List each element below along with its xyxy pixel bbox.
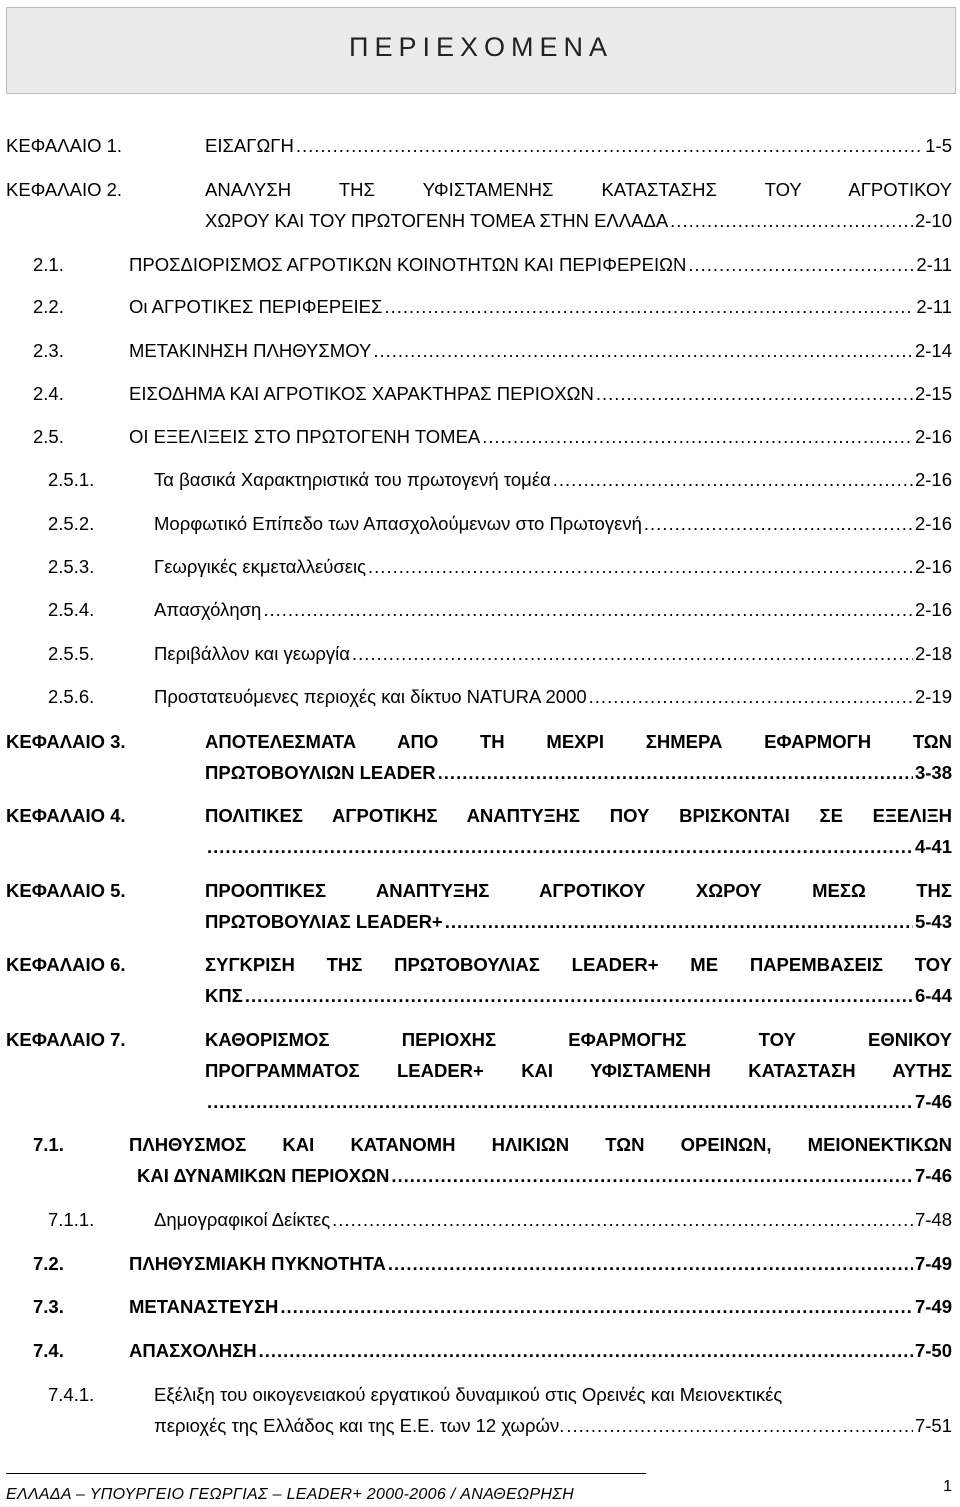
toc-leader-dots: [596, 384, 913, 404]
toc-leader-dots: [280, 1297, 913, 1317]
toc-page: 2-16: [914, 599, 952, 620]
toc-title: Οι ΑΓΡΟΤΙΚΕΣ ΠΕΡΙΦΕΡΕΙΕΣ: [129, 296, 383, 317]
toc-number: 7.4.: [33, 1340, 64, 1361]
toc-number: 2.5.3.: [48, 556, 95, 577]
toc-title-line-1: ΠΟΛΙΤΙΚΕΣ ΑΓΡΟΤΙΚΗΣ ΑΝΑΠΤΥΞΗΣ ΠΟΥ ΒΡΙΣΚΟΝΤΑΙ ΣΕ ΕΞΕΛΙΞΗ: [205, 805, 952, 826]
toc-page: 2-16: [914, 556, 952, 577]
toc-leader-dots: [207, 1092, 913, 1112]
page-title: ΠΕΡΙΕΧΟΜΕΝΑ: [348, 32, 614, 62]
toc-number: 2.5.5.: [48, 643, 95, 664]
toc-number: 2.4.: [33, 383, 64, 404]
toc-number: ΚΕΦΑΛΑΙΟ 7.: [6, 1029, 126, 1050]
toc-title-line-2: ΠΡΩΤΟΒΟΥΛΙΩΝ LEADER: [205, 762, 436, 783]
toc-page: 2-16: [914, 513, 952, 534]
toc-number: ΚΕΦΑΛΑΙΟ 1.: [6, 135, 123, 156]
toc-leader-dots: [296, 136, 923, 156]
toc-page: 2-16: [914, 426, 952, 447]
toc-page: 2-19: [914, 686, 952, 707]
toc-number: 2.5.1.: [48, 469, 95, 490]
toc-page: 2-16: [914, 469, 952, 490]
toc-page: 2-15: [914, 383, 952, 404]
page-number: 1: [943, 1478, 952, 1495]
toc-page: 2-18: [914, 643, 952, 664]
toc-title-line-2: ΠΡΩΤΟΒΟΥΛΙΑΣ LEADER+: [205, 911, 443, 932]
toc-title-line-2: ΚΠΣ: [205, 985, 243, 1006]
toc-title: ΕΙΣΟΔΗΜΑ ΚΑΙ ΑΓΡΟΤΙΚΟΣ ΧΑΡΑΚΤΗΡΑΣ ΠΕΡΙΟΧΩΝ: [129, 383, 594, 404]
toc-number: 2.3.: [33, 340, 64, 361]
footer-divider: [6, 1473, 646, 1474]
toc-page: 1-5: [925, 135, 952, 156]
footer-text: ΕΛΛΑΔΑ – ΥΠΟΥΡΓΕΙΟ ΓΕΩΡΓΙΑΣ – LEADER+ 2000-2006 / ΑΝΑΘΕΩΡΗΣΗ: [6, 1486, 574, 1503]
toc-number: ΚΕΦΑΛΑΙΟ 5.: [6, 880, 126, 901]
toc-number: 7.2.: [33, 1253, 64, 1274]
toc-number: 2.5.4.: [48, 599, 95, 620]
toc-leader-dots: [566, 1416, 913, 1436]
toc-page: 7-46: [914, 1091, 952, 1112]
toc-number: 2.5.6.: [48, 686, 95, 707]
toc-number: 2.5.2.: [48, 513, 95, 534]
toc-title: Απασχόληση: [154, 599, 262, 620]
toc-title-line-1: Εξέλιξη του οικογενειακού εργατικού δυναμικού στις Ορεινές και Μειονεκτικές: [154, 1384, 783, 1405]
toc-title-line-1: ΠΡΟΟΠΤΙΚΕΣ ΑΝΑΠΤΥΞΗΣ ΑΓΡΟΤΙΚΟΥ ΧΩΡΟΥ ΜΕΣΩ ΤΗΣ: [205, 880, 952, 901]
toc-page: 2-14: [914, 340, 952, 361]
toc-title: Μορφωτικό Επίπεδο των Απασχολούμενων στο Πρωτογενή: [154, 513, 642, 534]
toc-title-line-1: ΑΠΟΤΕΛΕΣΜΑΤΑ ΑΠΟ ΤΗ ΜΕΧΡΙ ΣΗΜΕΡΑ ΕΦΑΡΜΟΓΗ ΤΩΝ: [205, 731, 952, 752]
toc-number: ΚΕΦΑΛΑΙΟ 3.: [6, 731, 126, 752]
toc-page: 2-11: [916, 254, 952, 275]
toc-title: Τα βασικά Χαρακτηριστικά του πρωτογενή τομέα: [154, 469, 551, 490]
toc-leader-dots: [482, 427, 913, 447]
toc-title-line-1: ΣΥΓΚΡΙΣΗ ΤΗΣ ΠΡΩΤΟΒΟΥΛΙΑΣ LEADER+ ΜΕ ΠΑΡΕΜΒΑΣΕΙΣ ΤΟΥ: [205, 954, 952, 975]
toc-title: ΠΡΟΣΔΙΟΡΙΣΜΟΣ ΑΓΡΟΤΙΚΩΝ ΚΟΙΝΟΤΗΤΩΝ ΚΑΙ ΠΕΡΙΦΕΡΕΙΩΝ: [129, 254, 687, 275]
toc-page: 3-38: [914, 762, 952, 783]
toc-page: 7-49: [914, 1253, 952, 1274]
toc-title-line-2: ΚΑΙ ΔΥΝΑΜΙΚΩΝ ΠΕΡΙΟΧΩΝ: [137, 1165, 390, 1186]
toc-number: 7.4.1.: [48, 1384, 95, 1405]
toc-page: 6-44: [914, 985, 952, 1006]
toc-leader-dots: [263, 600, 913, 620]
toc-title: ΠΛΗΘΥΣΜΙΑΚΗ ΠΥΚΝΟΤΗΤΑ: [129, 1253, 386, 1274]
toc-number: 7.1.: [33, 1134, 64, 1155]
toc-title: ΕΙΣΑΓΩΓΗ: [205, 135, 294, 156]
toc-title: Δημογραφικοί Δείκτες: [154, 1209, 331, 1230]
toc-title-line-2: ΠΡΟΓΡΑΜΜΑΤΟΣ LEADER+ ΚΑΙ ΥΦΙΣΤΑΜΕΝΗ ΚΑΤΑΣΤΑΣΗ ΑΥΤΗΣ: [205, 1060, 952, 1081]
toc-leader-dots: [438, 763, 913, 783]
toc-page: 7-46: [914, 1165, 952, 1186]
toc-number: 2.2.: [33, 296, 64, 317]
toc-leader-dots: [388, 1254, 913, 1274]
contents-header-box: [6, 7, 956, 94]
toc-title-line-1: ΚΑΘΟΡΙΣΜΟΣ ΠΕΡΙΟΧΗΣ ΕΦΑΡΜΟΓΗΣ ΤΟΥ ΕΘΝΙΚΟΥ: [205, 1029, 952, 1050]
toc-leader-dots: [670, 211, 913, 231]
toc-leader-dots: [368, 557, 913, 577]
toc-page: 7-50: [914, 1340, 952, 1361]
toc-title-line-1: ΑΝΑΛΥΣΗ ΤΗΣ ΥΦΙΣΤΑΜΕΝΗΣ ΚΑΤΑΣΤΑΣΗΣ ΤΟΥ ΑΓΡΟΤΙΚΟΥ: [205, 179, 952, 200]
toc-leader-dots: [391, 1166, 913, 1186]
toc-number: 2.1.: [33, 254, 64, 275]
toc-title-line-1: ΠΛΗΘΥΣΜΟΣ ΚΑΙ ΚΑΤΑΝΟΜΗ ΗΛΙΚΙΩΝ ΤΩΝ ΟΡΕΙΝΩΝ, ΜΕΙΟΝΕΚΤΙΚΩΝ: [129, 1134, 952, 1155]
toc-title-line-2: περιοχές της Ελλάδος και της Ε.Ε. των 12 χωρών.: [154, 1415, 565, 1436]
toc-title: Περιβάλλον και γεωργία: [154, 643, 350, 664]
toc-leader-dots: [553, 470, 913, 490]
toc-number: ΚΕΦΑΛΑΙΟ 4.: [6, 805, 126, 826]
toc-title: ΟΙ ΕΞΕΛΙΞΕΙΣ ΣΤΟ ΠΡΩΤΟΓΕΝΗ ΤΟΜΕΑ: [129, 426, 481, 447]
toc-page: 2-10: [914, 210, 952, 231]
toc-title-line-2: ΧΩΡΟΥ ΚΑΙ ΤΟΥ ΠΡΩΤΟΓΕΝΗ ΤΟΜΕΑ ΣΤΗΝ ΕΛΛΑΔΑ: [205, 210, 669, 231]
toc-leader-dots: [259, 1341, 913, 1361]
toc-page: 4-41: [914, 836, 952, 857]
toc-title: ΜΕΤΑΚΙΝΗΣΗ ΠΛΗΘΥΣΜΟΥ: [129, 340, 372, 361]
toc-leader-dots: [445, 912, 913, 932]
toc-number: 7.3.: [33, 1296, 64, 1317]
toc-number: 2.5.: [33, 426, 64, 447]
toc-title: ΜΕΤΑΝΑΣΤΕΥΣΗ: [129, 1296, 279, 1317]
toc-page: 5-43: [914, 911, 952, 932]
toc-leader-dots: [373, 341, 913, 361]
toc-title: Προστατευόμενες περιοχές και δίκτυο NATURA 2000: [154, 686, 587, 707]
toc-page: 7-51: [914, 1415, 952, 1436]
toc-leader-dots: [207, 837, 913, 857]
toc-title: Γεωργικές εκμεταλλεύσεις: [154, 556, 367, 577]
toc-leader-dots: [384, 297, 914, 317]
toc-title: ΑΠΑΣΧΟΛΗΣΗ: [129, 1340, 257, 1361]
toc-leader-dots: [352, 644, 913, 664]
toc-leader-dots: [589, 687, 913, 707]
toc-page: 7-48: [914, 1209, 952, 1230]
toc-leader-dots: [644, 514, 913, 534]
toc-leader-dots: [245, 986, 913, 1006]
toc-page: 7-49: [914, 1296, 952, 1317]
toc-leader-dots: [688, 255, 914, 275]
toc-leader-dots: [332, 1210, 913, 1230]
toc-number: ΚΕΦΑΛΑΙΟ 6.: [6, 954, 126, 975]
toc-number: 7.1.1.: [48, 1209, 95, 1230]
toc-number: ΚΕΦΑΛΑΙΟ 2.: [6, 179, 123, 200]
toc-page: 2-11: [916, 296, 952, 317]
